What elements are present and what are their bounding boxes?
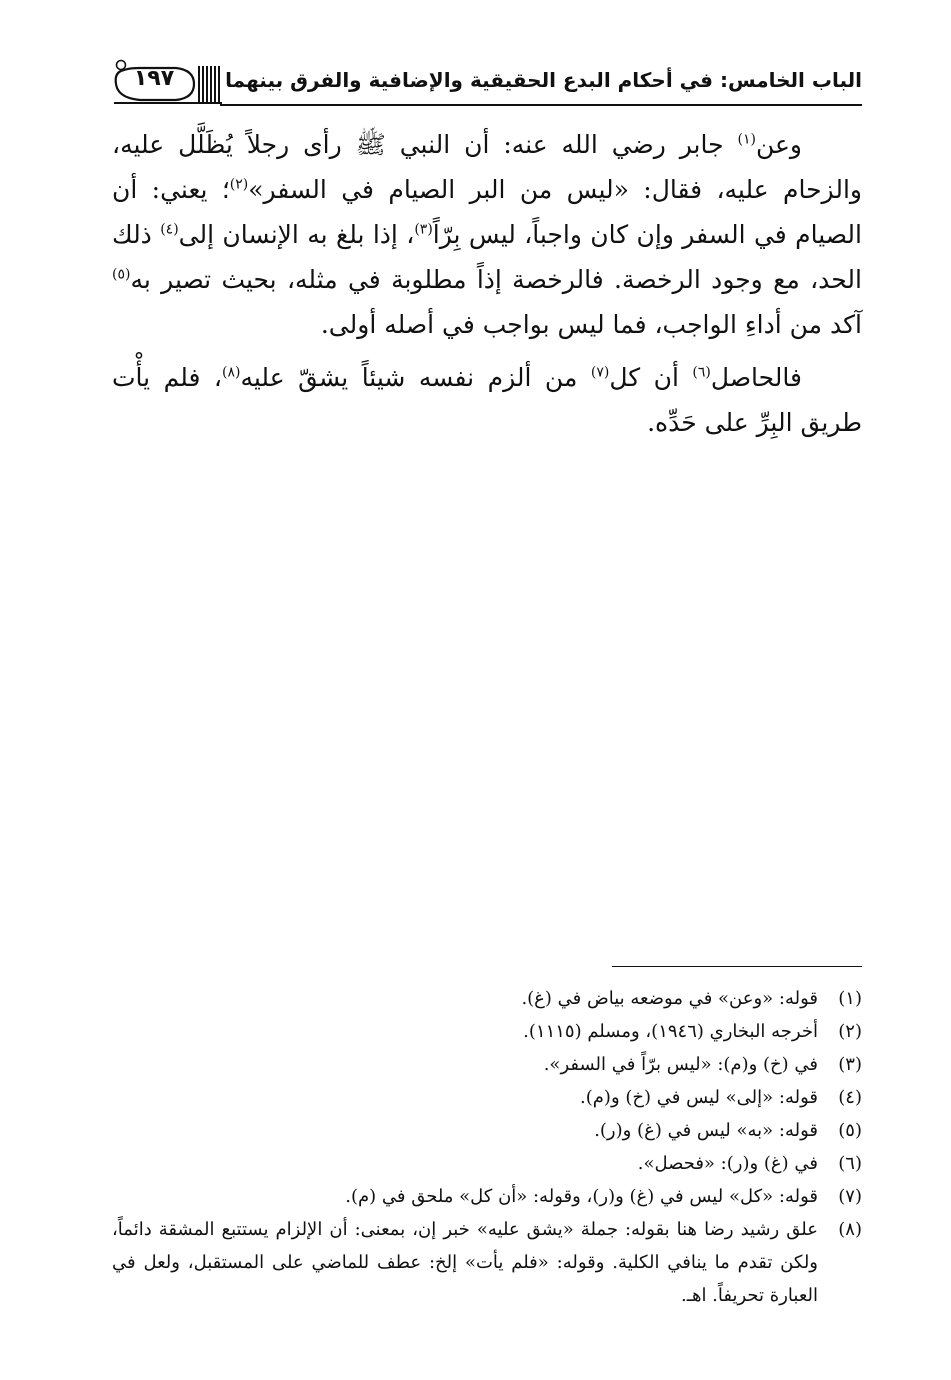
footnote-ref[interactable]: (٤) — [160, 221, 179, 238]
footnote-text: قوله: «به» ليس في (غ) و(ر). — [594, 1120, 818, 1141]
footnote-item — [112, 1081, 862, 1114]
footnote-ref[interactable]: (٧) — [590, 364, 610, 381]
footnote-ref[interactable]: (٣) — [414, 221, 433, 238]
text-segment: ذلك الحد، مع وجود الرخصة. فالرخصة إذاً مطلوبة في مثله، بحيث تصير به — [112, 220, 862, 294]
footnote-number: (٢) — [838, 1021, 862, 1042]
footnote-separator — [612, 966, 862, 967]
text-segment: فالحاصل — [710, 363, 802, 392]
text-segment: آكد من أداءِ الواجب، فما ليس بواجب في أصله أولى. — [320, 310, 862, 339]
footnote-text: في (خ) و(م): «ليس برّاً في السفر». — [543, 1054, 818, 1075]
footnote-ref[interactable]: (٢) — [229, 176, 249, 193]
footnote-item — [112, 982, 862, 1015]
footnote-item — [112, 1114, 862, 1147]
text-segment: ، فلم يأْت طريق البِرِّ على حَدِّه. — [112, 363, 862, 437]
paragraph-1 — [112, 122, 862, 347]
footnote-text: أخرجه البخاري (١٩٤٦)، ومسلم (١١١٥). — [523, 1021, 818, 1042]
footnote-number: (٤) — [838, 1087, 862, 1108]
footnote-ref[interactable]: (٨) — [222, 364, 241, 381]
footnote-text: في (غ) و(ر): «فحصل». — [637, 1153, 818, 1174]
page-number: ١٩٧ — [133, 66, 175, 91]
page-number-ornament — [110, 58, 222, 106]
footnote-ref[interactable]: (١) — [737, 131, 756, 148]
footnote-text: علق رشيد رضا هنا بقوله: جملة «يشق عليه» خبر إن، بمعنى: أن الإلزام يستتبع المشقة دائماً، ولكن تقدم ما ينافي الكلية. وقوله: «فلم يأت» إلخ: عطف للماضي على المستقبل، ولعل في العبارة تحريفاً. اهـ. — [112, 1219, 818, 1306]
text-segment: جابر رضي الله عنه: أن النبي ﷺ رأى رجلاً يُظَلَّل عليه، والزحام عليه، فقال: «ليس من البر الصيام في السفر» — [112, 130, 862, 204]
footnotes — [112, 982, 862, 1312]
footnote-number: (٥) — [838, 1120, 862, 1141]
paragraph-2 — [112, 355, 862, 445]
footnote-number: (١) — [838, 988, 862, 1009]
chapter-title: الباب الخامس: في أحكام البدع الحقيقية والإضافية والفرق بينهما — [225, 68, 862, 92]
footnote-item — [112, 1180, 862, 1213]
footnote-text: قوله: «إلى» ليس في (خ) و(م). — [580, 1087, 818, 1108]
footnote-ref[interactable]: (٥) — [112, 266, 131, 283]
text-segment: ؛ يعني: أن الصيام في السفر وإن كان واجباً، ليس بِرّاً — [112, 175, 862, 249]
footnote-item — [112, 1213, 862, 1312]
footnote-number: (٣) — [838, 1054, 862, 1075]
running-header — [110, 58, 862, 106]
text-segment: ، إذا بلغ به الإنسان إلى — [178, 220, 415, 249]
footnote-text: قوله: «كل» ليس في (غ) و(ر)، وقوله: «أن كل» ملحق في (م). — [345, 1186, 818, 1207]
text-segment: وعن — [755, 130, 802, 159]
footnote-number: (٨) — [838, 1219, 862, 1240]
footnote-number: (٧) — [838, 1186, 862, 1207]
text-segment: أن كل — [609, 363, 693, 392]
footnote-number: (٦) — [838, 1153, 862, 1174]
footnote-ref[interactable]: (٦) — [692, 364, 711, 381]
header-rule — [220, 104, 862, 106]
footnote-item — [112, 1015, 862, 1048]
footnote-text: قوله: «وعن» في موضعه بياض في (غ). — [521, 988, 818, 1009]
main-text — [112, 122, 862, 453]
footnote-item — [112, 1147, 862, 1180]
text-segment: من ألزم نفسه شيئاً يشقّ عليه — [240, 363, 591, 392]
footnote-item — [112, 1048, 862, 1081]
